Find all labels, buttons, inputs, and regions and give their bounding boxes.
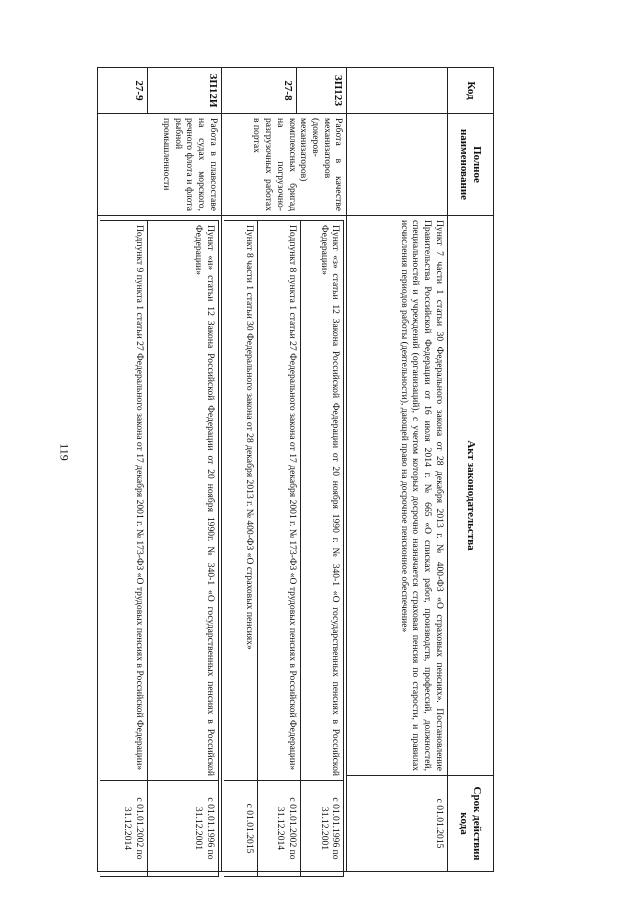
code-cell <box>221 68 347 114</box>
table-row <box>221 68 347 872</box>
page-number: 119 <box>57 443 72 461</box>
header-name: Полное наименование <box>447 114 493 216</box>
code-secondary: 27-9 <box>133 80 146 101</box>
code-primary: ЗП12И <box>147 68 221 113</box>
act-text: Подпункт 9 пункта 1 статьи 27 Федерального закона от 17 декабря 2001 г. № 173-ФЗ «О трудовых пенсиях в Российской Федерации» <box>100 221 147 781</box>
term-cell: с 01.01.2015 <box>347 776 448 872</box>
term-text: с 01.01.2002 по 31.12.2014 <box>100 781 147 877</box>
act-entry <box>147 221 218 877</box>
act-cell: Пункт 7 части 1 статьи 30 Федерального закона от 28 декабря 2013 г. № 400-ФЗ «О страховых пенсиях». Постановление Правительства Российской Федерации от 16 июля 2014 г. № 665 «О списках работ, производств, профессий, должностей, специальностей и учреждений (организаций), с учетом которых досрочно назначается страховая пенсия по старости, и правилах исчисления периодов работы (деятельности), дающей право на досрочное пенсионное обеспечение» <box>347 216 448 776</box>
term-text: с 01.01.2015 <box>224 781 258 877</box>
act-text: Пункт «и» статьи 12 Закона Российской Федерации от 20 ноября 1990г. № 340-1 «О государственных пенсиях в Российской Федерации» <box>147 221 218 781</box>
header-code: Код <box>447 68 493 114</box>
act-entry <box>100 221 147 877</box>
act-entries <box>100 220 219 877</box>
table-row <box>347 68 448 872</box>
act-text: Пункт 8 части 1 статьи 30 Федерального закона от 28 декабря 2013 г. № 400-ФЗ «О страховых пенсиях» <box>224 221 258 781</box>
header-term: Срок действия кода <box>447 776 493 872</box>
act-text: Подпункт 8 пункта 1 статьи 27 Федерального закона от 17 декабря 2001 г. № 173-ФЗ «О трудовых пенсиях в Российской Федерации» <box>257 221 300 781</box>
act-term-group <box>98 216 222 872</box>
term-text: с 01.01.2002 по 31.12.2014 <box>257 781 300 877</box>
table-row <box>98 68 222 872</box>
name-cell: Работа в плавсоставе на судах морского, речного флота и флота рыбной промышленности <box>98 114 222 216</box>
rotated-page-content <box>97 67 494 871</box>
act-term-group <box>221 216 347 872</box>
act-text: Пункт «з» статьи 12 Закона Российской Федерации от 20 ноября 1990 г. № 340-1 «О государственных пенсиях в Российской Федерации» <box>301 221 344 781</box>
act-entry <box>224 221 258 877</box>
code-cell <box>98 68 222 114</box>
code-primary: ЗП12З <box>296 68 346 113</box>
term-text: с 01.01.1996 по 31.12.2001 <box>301 781 344 877</box>
code-secondary: 27-8 <box>282 80 295 101</box>
act-entry <box>301 221 344 877</box>
table-header-row <box>447 68 493 872</box>
act-entry <box>257 221 300 877</box>
act-entries <box>224 220 345 877</box>
name-cell: Работа в качестве механизаторов (докеров-механизаторов) комплексных бригад на погрузочно-разгрузочных работах в портах <box>221 114 347 216</box>
header-act: Акт законодательства <box>447 216 493 776</box>
name-cell <box>347 114 448 216</box>
code-cell <box>347 68 448 114</box>
law-codes-table <box>97 67 494 872</box>
term-text: с 01.01.1996 по 31.12.2001 <box>147 781 218 877</box>
